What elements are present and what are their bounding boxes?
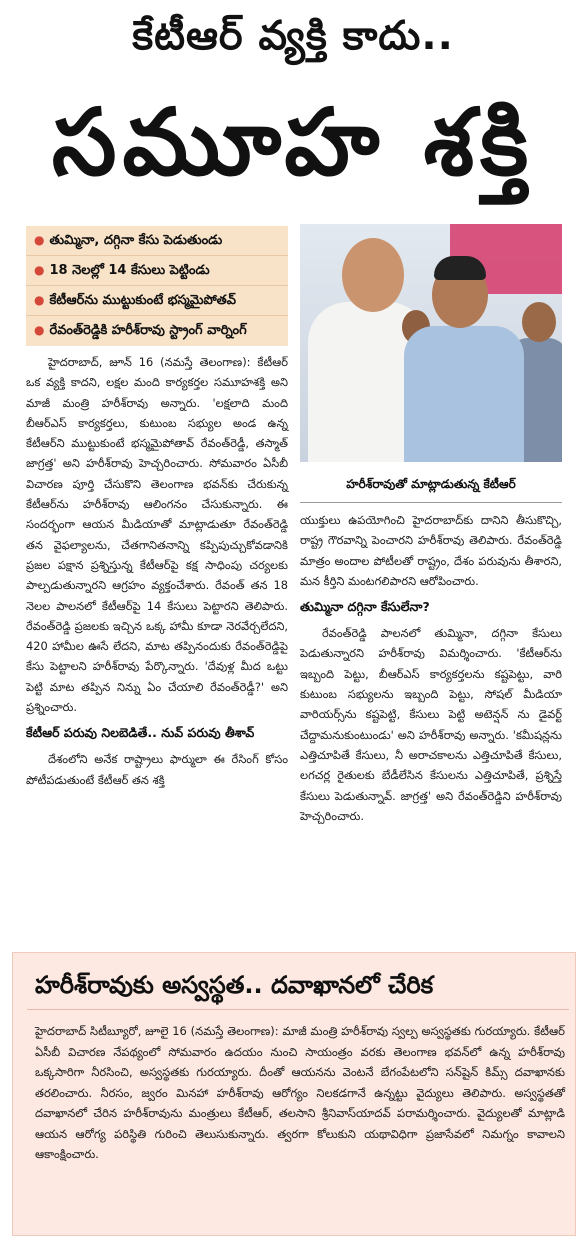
bullet-item (26, 256, 288, 286)
bullet-item (26, 286, 288, 316)
bullet-list (26, 226, 288, 346)
article-paragraph: దేశంలోని అనేక రాష్ట్రాలు ఫార్ములా ఈ రేసింగ్ కోసం పోటీపడుతుంటే కేటీఆర్ తన శక్తి (26, 752, 288, 787)
article-column-2 (300, 510, 562, 826)
article-subheading: కేటీఆర్ పరువు నిలబెడితే.. నువ్ పరువు తీశావ్ (26, 725, 255, 741)
bullet-text: రేవంత్‌రెడ్డికి హరీశ్‌రావు స్ట్రాంగ్ వార్నింగ్ (49, 323, 247, 338)
bullet-text: కేటీఆర్‌ను ముట్టుకుంటే భస్మమైపోతవ్ (49, 293, 237, 308)
headline-line2: సమూహ శక్తి (51, 89, 535, 196)
bullet-text: 18 నెలల్లో 14 కేసులు పెట్టిండు (49, 263, 210, 278)
bullet-dot-icon: ● (34, 293, 45, 307)
bullet-dot-icon: ● (34, 323, 45, 337)
article-paragraph: యుక్తులు ఉపయోగించి హైదరాబాద్‌కు దానిని తీసుకొచ్చి, రాష్ట్ర గౌరవాన్ని పెంచారని హరీశ్‌రావు తెలిపారు. రేవంత్‌రెడ్డి మాత్రం అందాల పోటీలతో రాష్ట్రం, దేశం పరువును తీశారని, మన కీర్తిని మంటగలిపారని ఆరోపించారు. (300, 513, 562, 588)
article-subheading: తుమ్మినా దగ్గినా కేసులేనా? (300, 599, 430, 615)
person-figure (434, 256, 486, 280)
headline-line1: కేటీఆర్ వ్యక్తి కాదు.. (132, 13, 454, 59)
person-figure (522, 302, 556, 342)
article-paragraph: రేవంత్‌రెడ్డి పాలనలో తుమ్మినా, దగ్గినా కేసులు పెడుతున్నారని హరీశ్‌రావు విమర్శించారు. 'కేటీఆర్‌ను ఇబ్బంది పెట్టు, బీఆర్‌ఎస్ కార్యకర్తలను కష్టపెట్టు, వారి కుటుంబ సభ్యులను ఇబ్బంది పెట్టు, సోషల్ మీడియా వారియర్స్‌ను కష్టపెట్టి, కేసులు పెట్టి అటెన్షన్ ను డైవర్ట్ చేద్దామనుకుంటుండు' అని హరీశ్‌రావు అన్నారు. 'కమీషన్లను ఎత్తిచూపితే కేసులు, నీ అరాచకాలను ఎత్తిచూపితే కేసులు, లగచర్ల రైతులకు బేడీలేసిన కేసులను ఎత్తిచూపితే, ప్రశ్నిస్తే కేసులు పెడుతున్నావ్. జాగ్రత్త' అని రేవంత్‌రెడ్డిని హరీశ్‌రావు హెచ్చరించారు. (300, 626, 562, 823)
box-text: హైదరాబాద్ సిటీబ్యూరో, జూలై 16 (నమస్తే తెలంగాణ): మాజీ మంత్రి హరీశ్‌రావు స్వల్ప అస్వస్థతకు గురయ్యారు. కేటీఆర్ ఏసీబీ విచారణ నేపథ్యంలో సోమవారం ఉదయం నుంచి సాయంత్రం వరకు తెలంగాణ భవన్‌లో ఉన్న హరీశ్‌రావు ఒక్కసారిగా నీరసించి, అస్వస్థతకు గురయ్యారు. దీంతో ఆయనను వెంటనే బేగంపేటలోని సన్‌షైన్ కిమ్స్ దవాఖానకు తరలించారు. నీరసం, జ్వరం మినహా హరీశ్‌రావు ఆరోగ్యం నిలకడగానే ఉన్నట్టు వైద్యులు తెలిపారు. అస్వస్థతతో దవాఖానలో చేరిన హరీశ్‌రావును మంత్రులు కేటీఆర్, తలసాని శ్రీనివాస్‌యాదవ్ పరామర్శించారు. వైద్యులతో మాట్లాడి ఆయన ఆరోగ్య పరిస్థితి గురించి తెలుసుకున్నారు. త్వరగా కోలుకుని యథావిధిగా ప్రజాసేవలో నిమగ్నం కావాలని ఆకాంక్షించారు. (35, 1024, 565, 1161)
article-paragraph: హైదరాబాద్, జూన్ 16 (నమస్తే తెలంగాణ): కేటీఆర్ ఒక వ్యక్తి కాదని, లక్షల మంది కార్యకర్తల సమూహశక్తి అని మాజీ మంత్రి హరీశ్‌రావు అన్నారు. 'లక్షలాది మంది బీఆర్‌ఎస్ కార్యకర్తలు, కుటుంబ సభ్యుల అండ ఉన్న కేటీఆర్‌ని ముట్టుకుంటే భస్మమైపోతావ్ రేవంత్‌రెడ్డీ, తస్మాత్ జాగ్రత్త' అని హరీశ్‌రావు హెచ్చరించారు. సోమవారం ఏసీబీ విచారణ పూర్తి చేసుకొని తెలంగాణ భవన్‌కు చేరుకున్న కేటీఆర్‌ను హరీశ్‌రావు ఆలింగనం చేసుకున్నారు. ఈ సందర్భంగా ఆయన మీడియాతో మాట్లాడుతూ రేవంత్‌రెడ్డి తన వైఫల్యాలను, చేతగానితనాన్ని కప్పిపుచ్చుకోవడానికి ప్రజల పక్షాన ప్రశ్నిస్తున్న కేటీఆర్‌పై కక్ష సాధింపు చర్యలకు పాల్పడుతున్నారని ఆగ్రహం వ్యక్తంచేశారు. రేవంత్ తన 18 నెలల పాలనలో కేటీఆర్‌పై 14 కేసులు పెట్టారని తెలిపారు. రేవంత్‌రెడ్డి ప్రజలకు ఇచ్చిన ఒక్క హామీ కూడా నెరవేర్చలేదని, 420 హామీల ఊసే లేదని, మాట తప్పినందుకు రేవంత్‌రెడ్డిపై కేసు పెట్టాలని హరీశ్‌రావు పేర్కొన్నారు. 'దేవుళ్ల మీద ఒట్టు పెట్టి మాట తప్పిన నిన్ను ఏం చేయాలి రేవంత్‌రెడ్డీ?' అని ప్రశ్నించారు. (26, 355, 288, 715)
article-column-1 (26, 352, 288, 790)
bullet-dot-icon: ● (34, 233, 45, 247)
bullet-text: తుమ్మినా, దగ్గినా కేసు పెడుతుండు (49, 233, 223, 248)
photo-caption: హరీశ్‌రావుతో మాట్లాడుతున్న కేటీఆర్ (300, 466, 562, 503)
bullet-dot-icon: ● (34, 263, 45, 277)
news-photo (300, 224, 562, 462)
person-figure (404, 326, 524, 462)
person-figure (342, 238, 404, 312)
sidebar-news-box (12, 952, 576, 1236)
bullet-item (26, 316, 288, 345)
box-headline: హరీశ్‌రావుకు అస్వస్థత.. దవాఖానలో చేరిక (27, 961, 569, 1010)
bullet-item (26, 226, 288, 256)
